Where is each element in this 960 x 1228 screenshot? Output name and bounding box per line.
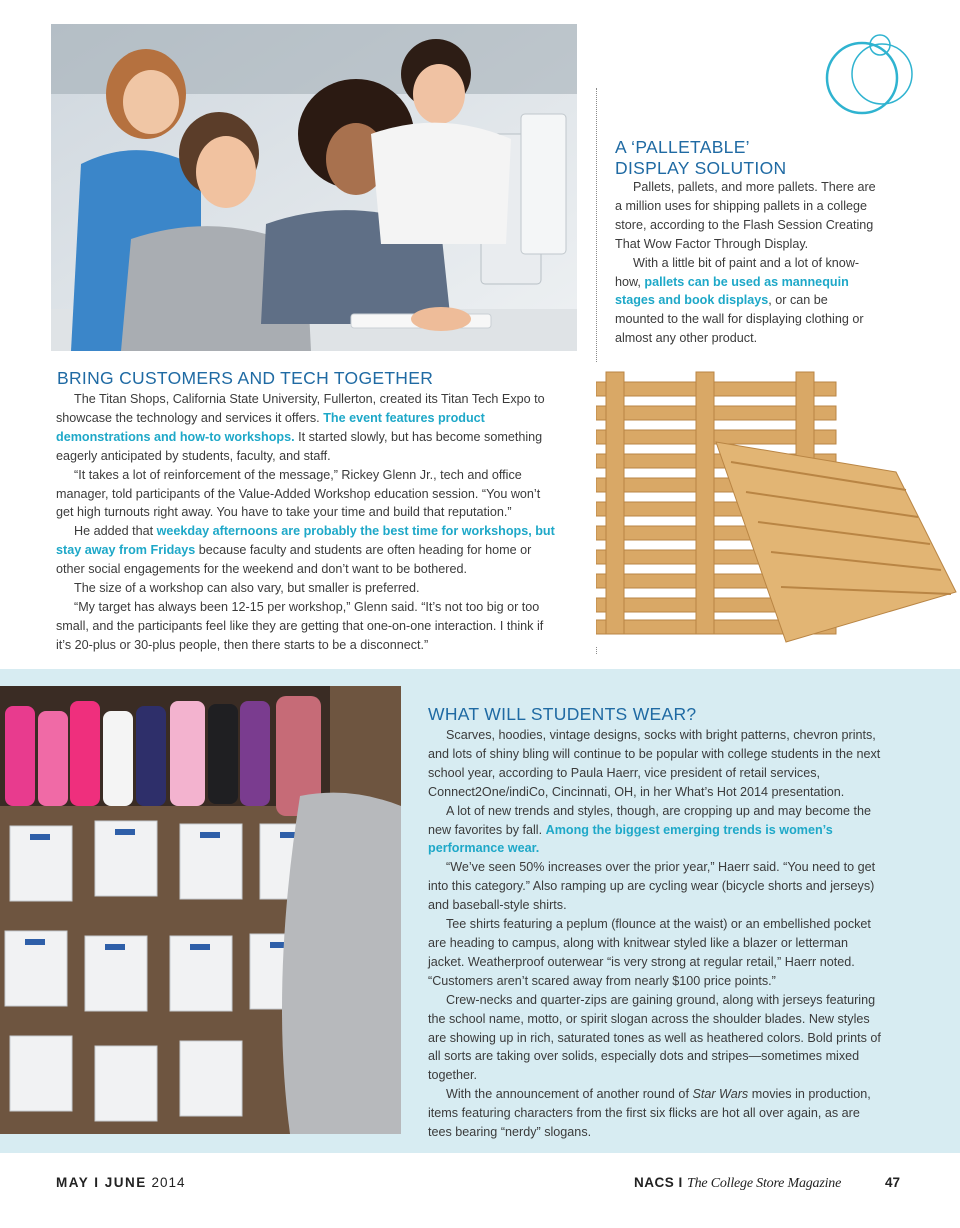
paragraph: Scarves, hoodies, vintage designs, socks with bright patterns, chevron prints, and lots of shiny bling will continue to be popular with college students in the next school year, according to Paula Haerr, vice president of retail services, Connect2One/indiCo, Cincinnati, OH, in her What’s Hot 2014 presentation. — [428, 728, 881, 799]
section-heading-students-wear: WHAT WILL STUDENTS WEAR? — [428, 704, 697, 724]
paragraph: He added that weekday afternoons are probably the best time for workshops, but stay away from Fridays because faculty and students are often heading for home or other social engagements for the weekend and don’t want to be bothered. — [56, 524, 555, 577]
highlight-text: weekday afternoons are probably the best time for workshops, but stay away from Fridays — [56, 524, 555, 558]
paragraph: A lot of new trends and styles, though, are cropping up and may become the new favorites by fall. Among the biggest emerging trends is women’s performance wear. — [428, 803, 871, 856]
paragraph: Crew-necks and quarter-zips are gaining ground, along with jerseys featuring the school name, motto, or spirit slogan across the shoulder blades. New styles are showing up in rich, saturated tones as well as heathered colors. Bold prints of all sorts are taking over solids, especially dots and stripes—sometimes mixed together. — [428, 992, 881, 1083]
wooden-pallets-photo — [596, 362, 960, 646]
section-heading-palletable: A ‘PALLETABLE’ DISPLAY SOLUTION — [615, 137, 787, 178]
footer-issue-date: MAY I JUNE 2014 — [56, 1175, 186, 1190]
bubbles-decoration-icon — [822, 32, 918, 118]
paragraph: “We’ve seen 50% increases over the prior year,” Haerr said. “You need to get into this category.” Also ramping up are cycling wear (bicycle shorts and jerseys) and baseball-style shirts. — [428, 860, 876, 913]
paragraph: The Titan Shops, California State University, Fullerton, created its Titan Tech Expo to showcase the technology and services it offers. The event features product demonstrations and how-to workshops. It started slowly, but has become something eagerly anticipated by students, faculty, and staff. — [56, 392, 545, 463]
section-body-palletable — [615, 178, 877, 348]
page-number: 47 — [885, 1175, 901, 1190]
paragraph: “It takes a lot of reinforcement of the message,” Rickey Glenn Jr., tech and office manager, told participants of the Value-Added Workshop education session. “You won’t get high turnouts right away. You have to take your time and build that reputation.” — [56, 467, 541, 520]
highlight-text: pallets can be used as mannequin stages and book displays — [615, 274, 849, 308]
paragraph: Tee shirts featuring a peplum (flounce at the waist) or an embellished pocket are heading to campus, along with knitwear styled like a blazer or letterman jacket. Weatherproof outerwear “is very strong at regular retail,” Haerr noted. “Customers aren’t scared away from nearly $100 price points.” — [428, 917, 871, 988]
highlight-text: Among the biggest emerging trends is women’s performance wear. — [428, 822, 833, 856]
paragraph: With a little bit of paint and a lot of know-how, pallets can be used as mannequin stages and book displays, or can be mounted to the wall for displaying clothing or almost any other product. — [615, 255, 864, 346]
paragraph: “My target has always been 12-15 per workshop,” Glenn said. “It’s not too big or too small, and the participants feel like they are getting that one-on-one interaction. I think if it’s 20-plus or 30-plus people, then there starts to be a disconnect.” — [56, 599, 544, 652]
paragraph: With the announcement of another round of Star Wars movies in production, items featuring characters from the first six flicks are hot all over again, as are tees bearing “nerdy” slogans. — [428, 1087, 871, 1140]
students-computers-photo — [51, 24, 577, 351]
footer-publication: NACS I The College Store Magazine — [634, 1175, 842, 1191]
socks-display-photo — [0, 686, 401, 1134]
section-body-customers-tech — [56, 390, 556, 655]
section-body-students-wear — [428, 726, 886, 1142]
paragraph: Pallets, pallets, and more pallets. There are a million uses for shipping pallets in a college store, according to the Flash Session Creating That Wow Factor Through Display. — [615, 180, 876, 251]
highlight-text: The event features product demonstrations and how-to workshops. — [56, 410, 485, 444]
section-heading-customers-tech: BRING CUSTOMERS AND TECH TOGETHER — [57, 368, 434, 388]
paragraph: The size of a workshop can also vary, but smaller is preferred. — [74, 581, 420, 596]
